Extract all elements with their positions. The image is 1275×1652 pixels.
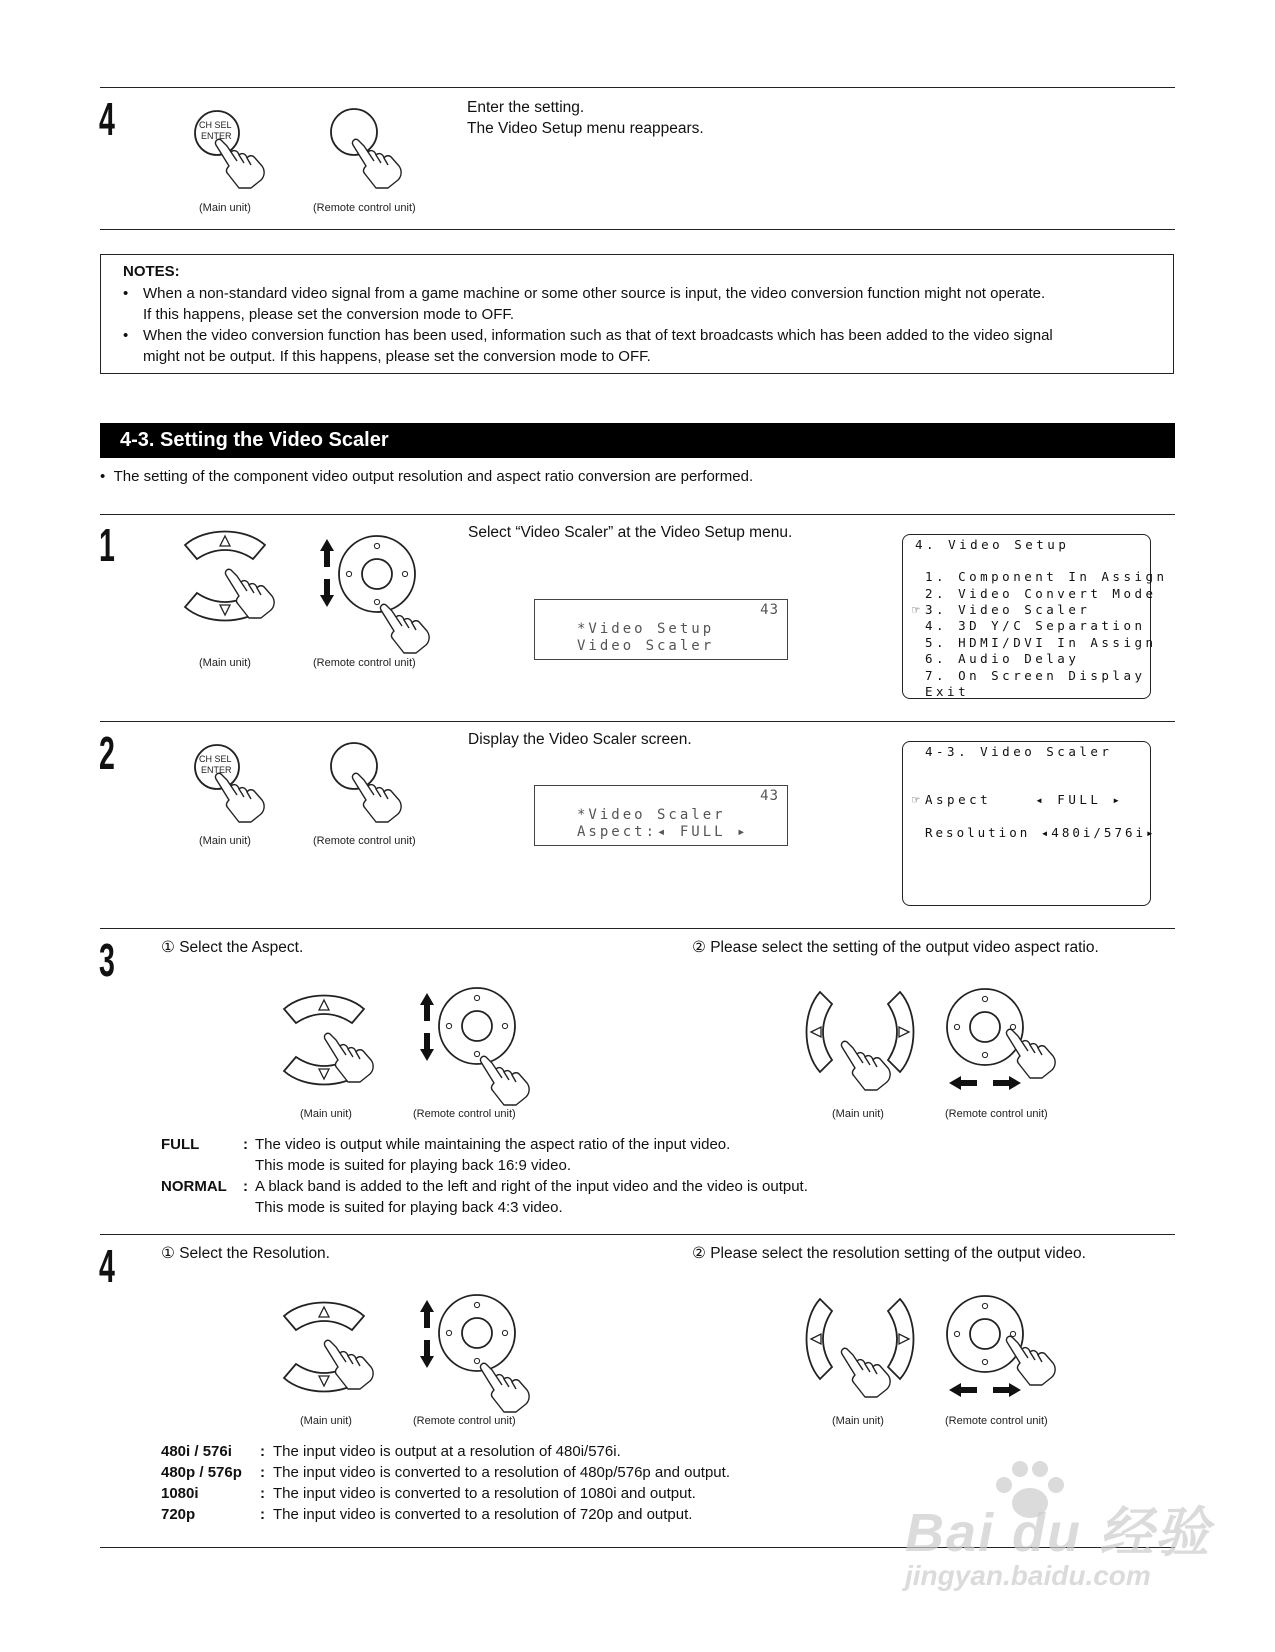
watermark-brand: Bai du 经验 xyxy=(905,1503,1212,1563)
caption-remote: (Remote control unit) xyxy=(413,1415,516,1427)
def-colon: : xyxy=(260,1485,265,1502)
def-label: 480p / 576p xyxy=(161,1464,242,1481)
caption-remote: (Remote control unit) xyxy=(945,1415,1048,1427)
def-text: The input video is converted to a resolution of 720p and output. xyxy=(273,1506,693,1523)
rule xyxy=(100,1234,1175,1235)
main-unit-leftright-illustration xyxy=(805,1297,925,1407)
caption-remote: (Remote control unit) xyxy=(945,1108,1048,1120)
main-button-label-line2: ENTER xyxy=(201,131,232,141)
caption-main-unit: (Main unit) xyxy=(832,1415,884,1427)
notes-title: NOTES: xyxy=(123,263,180,280)
def-label: 720p xyxy=(161,1506,196,1523)
def-colon: : xyxy=(260,1464,265,1481)
front-display: 43 *Video Setup Video Scaler xyxy=(534,599,788,660)
main-unit-updown-illustration xyxy=(284,989,394,1119)
def-label: NORMAL xyxy=(161,1178,227,1195)
rule xyxy=(100,514,1175,515)
caption-main-unit: (Main unit) xyxy=(199,657,251,669)
def-text: The video is output while maintaining the aspect ratio of the input video. This mode is suited for playing back 16:9 video. xyxy=(255,1136,731,1174)
step-text: Select “Video Scaler” at the Video Setup menu. xyxy=(468,524,793,541)
def-label: 1080i xyxy=(161,1485,199,1502)
remote-dial-illustration xyxy=(410,1284,540,1414)
def-label: 480i / 576i xyxy=(161,1443,232,1460)
step-number: 3 xyxy=(99,934,115,986)
main-unit-enter-button-illustration xyxy=(185,106,275,191)
step-number: 4 xyxy=(99,93,115,145)
remote-dial-illustration xyxy=(940,1292,1070,1402)
caption-main-unit: (Main unit) xyxy=(300,1415,352,1427)
step-right-text: ② Please select the resolution setting of the output video. xyxy=(692,1245,1086,1262)
front-display: 43 *Video Scaler Aspect:◂ FULL ▸ xyxy=(534,785,788,846)
rule xyxy=(100,721,1175,722)
rule xyxy=(100,229,1175,230)
main-unit-enter-button-illustration xyxy=(185,740,275,825)
step-text: Display the Video Scaler screen. xyxy=(468,731,692,748)
def-colon: : xyxy=(260,1506,265,1523)
section-intro: • The setting of the component video output resolution and aspect ratio conversion are performed. xyxy=(100,468,754,485)
step-right-text: ② Please select the setting of the output video aspect ratio. xyxy=(692,939,1099,956)
step-left-text: ① Select the Aspect. xyxy=(161,939,304,956)
rule-top xyxy=(100,87,1175,88)
caption-main-unit: (Main unit) xyxy=(199,835,251,847)
main-unit-leftright-illustration xyxy=(805,990,925,1100)
step-text-line1: Enter the setting. xyxy=(467,99,585,116)
caption-remote: (Remote control unit) xyxy=(313,835,416,847)
remote-dial-illustration xyxy=(940,985,1070,1095)
main-button-label-line2: ENTER xyxy=(201,765,232,775)
caption-main-unit: (Main unit) xyxy=(300,1108,352,1120)
def-text: The input video is converted to a resolution of 480p/576p and output. xyxy=(273,1464,730,1481)
menu-cursor: ☞ xyxy=(912,792,920,807)
watermark-url: jingyan.baidu.com xyxy=(905,1560,1151,1591)
menu-cursor: ☞ xyxy=(912,602,920,617)
main-button-label-line1: CH SEL xyxy=(199,120,232,130)
remote-enter-button-illustration xyxy=(320,740,420,825)
def-text: The input video is converted to a resolution of 1080i and output. xyxy=(273,1485,696,1502)
step-number: 2 xyxy=(99,727,115,779)
def-colon: : xyxy=(260,1443,265,1460)
def-text: The input video is output at a resolution of 480i/576i. xyxy=(273,1443,621,1460)
def-colon: : xyxy=(243,1178,248,1195)
caption-remote: (Remote control unit) xyxy=(413,1108,516,1120)
notes-box: NOTES: • When a non-standard video signal from a game machine or some other source is input, the video conversion function might not operate. If this happens, please set the conversion mode to OFF. • When the video conversion function has been used, information such as that of text broadcasts which has been added to the video signal might not be output. If this happens, please set the conversion mode to OFF. xyxy=(100,254,1174,374)
step-number: 4 xyxy=(99,1240,115,1292)
main-unit-updown-illustration xyxy=(185,525,295,655)
remote-enter-button-illustration xyxy=(320,106,420,191)
remote-dial-illustration xyxy=(310,525,440,655)
def-colon: : xyxy=(243,1136,248,1153)
caption-main-unit: (Main unit) xyxy=(199,202,251,214)
remote-dial-illustration xyxy=(410,977,540,1107)
caption-remote: (Remote control unit) xyxy=(313,202,416,214)
main-unit-updown-illustration xyxy=(284,1296,394,1426)
def-text: A black band is added to the left and right of the input video and the video is output. This mode is suited for playing back 4:3 video. xyxy=(255,1178,808,1216)
on-screen-menu: 4-3. Video Scaler ☞ Aspect ◂ FULL ▸ Resolution ◂480i/576i▸ xyxy=(902,741,1151,906)
main-button-label-line1: CH SEL xyxy=(199,754,232,764)
step-number: 1 xyxy=(99,519,115,571)
rule xyxy=(100,928,1175,929)
caption-remote: (Remote control unit) xyxy=(313,657,416,669)
section-title: 4-3. Setting the Video Scaler xyxy=(100,423,1175,458)
step-left-text: ① Select the Resolution. xyxy=(161,1245,330,1262)
def-label: FULL xyxy=(161,1136,200,1153)
step-text-line2: The Video Setup menu reappears. xyxy=(467,120,704,137)
caption-main-unit: (Main unit) xyxy=(832,1108,884,1120)
on-screen-menu: 4. Video Setup 1. Component In Assign 2. Video Convert Mode ☞ 3. Video Scaler 4. 3D Y/C Separation 5. HDMI/DVI In Assign 6. Audio Delay 7. On Screen Display Exit xyxy=(902,534,1151,699)
